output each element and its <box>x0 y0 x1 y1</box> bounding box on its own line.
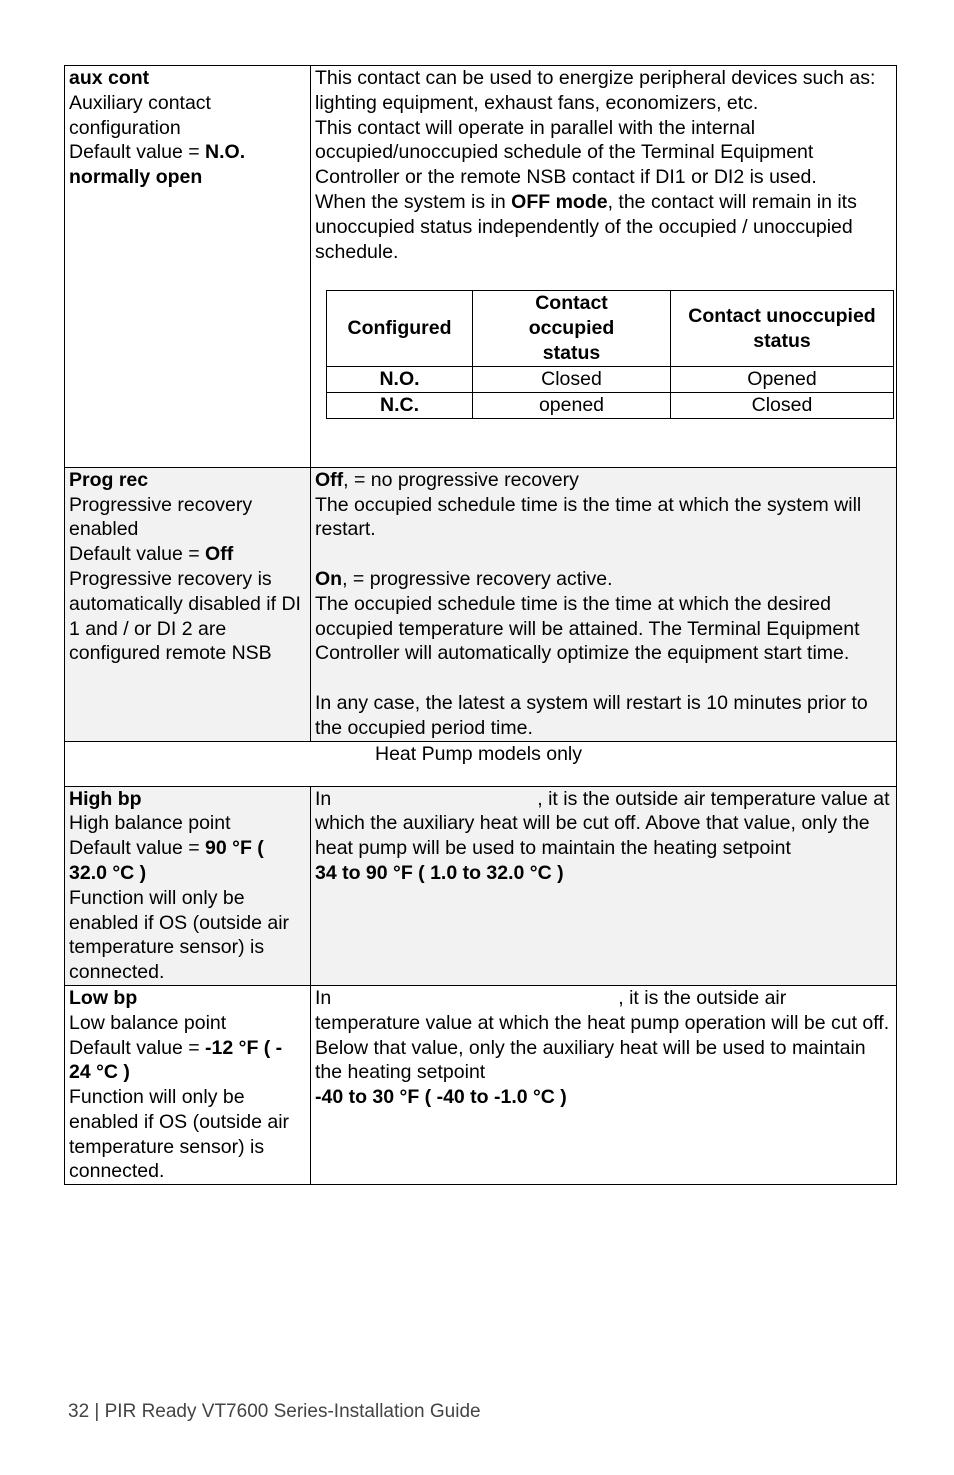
subtable-cell: Opened <box>671 366 894 392</box>
subtable-header: Configured <box>327 291 473 366</box>
contact-status-table <box>326 290 894 418</box>
option-text: , = progressive recovery active. <box>342 567 613 590</box>
table-row-aux-cont <box>65 66 897 468</box>
text-segment: In <box>315 986 332 1009</box>
default-value <box>69 140 306 165</box>
parameter-name: Low bp <box>69 986 138 1009</box>
section-label-cell <box>65 741 897 786</box>
option-label: On <box>315 567 343 590</box>
parameter-desc: enabled <box>69 518 139 541</box>
parameter-desc: Auxiliary contact <box>69 91 211 114</box>
text-segment: When the system is in <box>315 190 512 213</box>
parameter-cell <box>65 985 311 1184</box>
description-text: This contact can be used to energize peripheral devices such as: lighting equipment, exhaust fans, economizers, etc. <box>315 67 876 114</box>
parameter-desc: High balance point <box>69 812 231 835</box>
range-text: 34 to 90 °F ( 1.0 to 32.0 °C ) <box>315 861 564 884</box>
description-text: In any case, the latest a system will restart is 10 minutes prior to the occupied period time. <box>315 691 868 739</box>
description-cell <box>311 66 897 468</box>
parameter-desc: configuration <box>69 116 181 139</box>
description-text: This contact will operate in parallel with the internal occupied/unoccupied schedule of the Terminal Equipment Controller or the remote NSB contact if DI1 or DI2 is used. <box>315 116 817 189</box>
section-label: Heat Pump models only <box>375 742 583 765</box>
parameter-cell <box>65 66 311 468</box>
description-text <box>315 986 892 1085</box>
text-segment: , the contact will remain in its unoccupied status independently of the occupied / unoccupied schedule. <box>315 190 857 263</box>
description-text <box>315 787 892 861</box>
subtable-cell: opened <box>473 392 671 418</box>
parameter-note: Function will only be enabled if OS (outside air temperature sensor) is connected. <box>69 1086 290 1183</box>
table-row-heat-pump-section <box>65 741 897 786</box>
default-label: Default value = <box>69 1036 206 1059</box>
default-label: Default value = <box>69 543 206 566</box>
parameter-desc: Progressive recovery <box>69 493 253 516</box>
default-value <box>69 1036 306 1086</box>
description-cell <box>311 985 897 1184</box>
range-text: -40 to 30 °F ( -40 to -1.0 °C ) <box>315 1086 567 1109</box>
table-row-low-bp <box>65 985 897 1184</box>
subtable-cell: Closed <box>473 366 671 392</box>
parameter-desc: Low balance point <box>69 1011 227 1034</box>
table-row-high-bp <box>65 786 897 985</box>
option-label: Off <box>315 468 344 491</box>
parameter-name: Prog rec <box>69 468 149 491</box>
text-segment: , it is the outside air temperature value at which the heat pump operation will be cut off. Below that value, only the auxiliary heat will be used to maintain the heating setpoint <box>315 986 890 1084</box>
parameter-cell <box>65 467 311 741</box>
option-on <box>315 567 892 592</box>
subtable-row <box>327 366 894 392</box>
parameter-note: Progressive recovery is automatically disabled if DI 1 and / or DI 2 are configured remote NSB <box>69 567 301 665</box>
parameter-name: aux cont <box>69 67 150 89</box>
page-footer: 32 | PIR Ready VT7600 Series-Installation Guide <box>68 1401 481 1422</box>
subtable-header: Contact occupied status <box>473 291 671 366</box>
default-label: Default value = <box>69 141 206 164</box>
default-value-bold: 90 °F ( 32.0 °C ) <box>69 837 264 884</box>
default-value <box>69 836 306 886</box>
spacer <box>315 542 892 567</box>
text-segment-bold: OFF mode <box>511 190 608 213</box>
subtable-cell: N.O. <box>327 366 473 392</box>
text-segment: , it is the outside air temperature value at which the auxiliary heat will be cut off. Above that value, only the heat pump will be used to maintain the heating setpoint <box>315 787 890 860</box>
option-text: , = no progressive recovery <box>343 468 579 491</box>
option-off <box>315 468 892 493</box>
table-row-prog-rec <box>65 467 897 741</box>
default-value-bold: N.O. <box>205 141 246 164</box>
description-text: The occupied schedule time is the time at which the system will restart. <box>315 493 862 541</box>
description-cell <box>311 786 897 985</box>
description-text <box>315 190 892 264</box>
description-text: The occupied schedule time is the time at which the desired occupied temperature will be attained. The Terminal Equipment Controller will automatically optimize the equipment start time. <box>315 592 860 665</box>
subtable-row <box>327 392 894 418</box>
description-cell <box>311 467 897 741</box>
subtable-cell: Closed <box>671 392 894 418</box>
subtable-header: Contact unoccupied status <box>671 291 894 366</box>
default-value-bold: -12 °F ( - 24 °C ) <box>69 1036 283 1084</box>
text-segment: In <box>315 787 332 810</box>
default-value-bold: normally open <box>69 166 203 189</box>
parameter-cell <box>65 786 311 985</box>
subtable-header-row <box>327 291 894 366</box>
parameter-name: High bp <box>69 787 142 810</box>
default-label: Default value = <box>69 837 206 860</box>
subtable-cell: N.C. <box>327 392 473 418</box>
default-value <box>69 542 306 567</box>
parameter-table <box>64 65 897 1185</box>
spacer <box>315 666 892 691</box>
parameter-note: Function will only be enabled if OS (outside air temperature sensor) is connected. <box>69 886 290 984</box>
default-value-bold: Off <box>205 543 234 566</box>
